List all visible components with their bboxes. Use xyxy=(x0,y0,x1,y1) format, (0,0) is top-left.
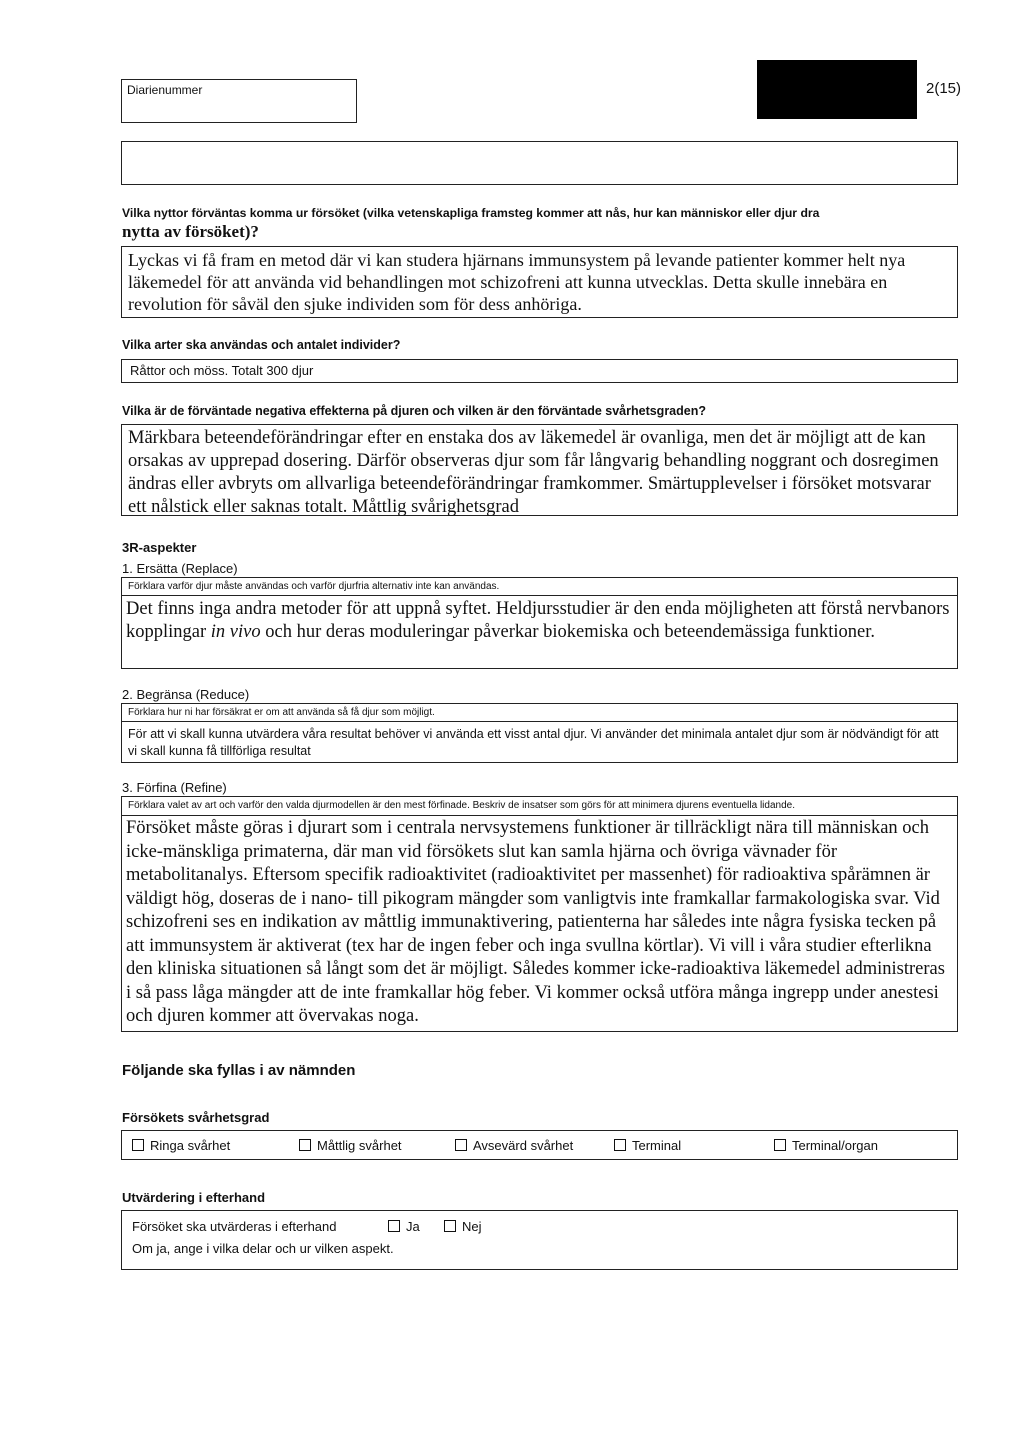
severity-option-terminal-organ[interactable]: Terminal/organ xyxy=(774,1138,878,1153)
benefit-question-line2: nytta av försöket)? xyxy=(122,222,259,241)
checkbox-icon xyxy=(132,1139,144,1151)
species-question: Vilka arter ska användas och antalet individer? xyxy=(122,338,401,352)
evaluation-heading: Utvärdering i efterhand xyxy=(122,1190,266,1205)
benefit-question xyxy=(122,206,962,242)
replace-answer-post: och hur deras moduleringar påverkar biokemiska och beteendemässiga funktioner. xyxy=(260,622,876,642)
page-number: 2(15) xyxy=(926,80,962,97)
checkbox-icon xyxy=(455,1139,467,1151)
empty-title-box[interactable] xyxy=(121,141,958,185)
severity-option-ringa[interactable]: Ringa svårhet xyxy=(132,1138,230,1153)
reduce-instruction: Förklara hur ni har försäkrat er om att använda så få djur som möjligt. xyxy=(122,704,957,722)
severity-heading: Försökets svårhetsgrad xyxy=(122,1110,270,1125)
refine-title: 3. Förfina (Refine) xyxy=(122,780,227,795)
refine-answer: Försöket måste göras i djurart som i centrala nervsystemens funktioner är tillräckligt nära till människan och icke-mänskliga primaterna, där man vid försökets slut kan samla hjärna och övriga vävnader för metabolitanalys. Eftersom specifik radioaktivitet (radioaktivitet per massenhet) för radioaktiva spårämnen är väldigt hög, doseras de i nano- till pikogram mängder som vanligtvis inte framkallar farmakologiska svar. Vid schizofreni ses en indikation av måttlig immunaktivering, patienterna har således inte några fysiska tecken på att immunsystem är aktiverat (tex har de ingen feber och inga svullna körtlar). Vi vill i våra studier efterlikna den kliniska situationen så långt som det är möjligt. Således kommer icke-radioaktiva läkemedel administreras i så pass låga mängder att de inte framkallar hög feber. Vi kommer också utföra många ingrepp under anestesi och djuren kommer att övervakas noga. xyxy=(126,818,945,1026)
checkbox-icon xyxy=(444,1220,456,1232)
severity-option-mattlig[interactable]: Måttlig svårhet xyxy=(299,1138,402,1153)
benefit-question-line1: Vilka nyttor förväntas komma ur försöket (vilka vetenskapliga framsteg kommer att nås, hur kan människor eller djur dra xyxy=(122,206,820,220)
replace-answer xyxy=(122,596,957,646)
species-answer[interactable]: Råttor och möss. Totalt 300 djur xyxy=(121,359,958,383)
benefit-answer[interactable]: Lyckas vi få fram en metod där vi kan studera hjärnans immunsystem på levande patienter kommer helt nya läkemedel för att använda vid behandlingen mot schizofreni att kunna utvecklas. Detta skulle innebära en revolution för såväl den sjuke individen som för dess anhöriga. xyxy=(121,246,958,318)
checkbox-icon xyxy=(299,1139,311,1151)
evaluation-followup: Om ja, ange i vilka delar och ur vilken aspekt. xyxy=(132,1241,394,1256)
replace-answer-italic: in vivo xyxy=(210,622,261,642)
refine-box[interactable] xyxy=(121,796,958,1032)
evaluation-question: Försöket ska utvärderas i efterhand xyxy=(132,1219,337,1234)
replace-box[interactable] xyxy=(121,577,958,669)
evaluation-no-option[interactable]: Nej xyxy=(444,1219,482,1234)
evaluation-box[interactable] xyxy=(121,1210,958,1270)
replace-title: 1. Ersätta (Replace) xyxy=(122,561,238,576)
checkbox-icon xyxy=(614,1139,626,1151)
diarienummer-label: Diarienummer xyxy=(127,83,203,97)
diarienummer-field[interactable] xyxy=(121,79,357,123)
severity-options-box xyxy=(121,1130,958,1160)
effects-answer[interactable]: Märkbara beteendeförändringar efter en enstaka dos av läkemedel är ovanliga, men det är möjligt att de kan orsakas av upprepad dosering. Därför observeras djur som får långvarig behandling noggrant och dosregimen ändras eller avbryts om allvarliga beteendeförändringar framkommer. Smärtupplevelser i försöket motsvarar ett nålstick eller saknas totalt. Måttlig svårighetsgrad xyxy=(121,424,958,516)
replace-instruction: Förklara varför djur måste användas och varför djurfria alternativ inte kan användas. xyxy=(122,578,957,596)
severity-option-avsevard[interactable]: Avsevärd svårhet xyxy=(455,1138,573,1153)
three-r-heading: 3R-aspekter xyxy=(122,540,197,555)
reduce-answer: För att vi skall kunna utvärdera våra resultat behöver vi använda ett visst antal djur. Vi använder det minimala antalet djur som är nödvändigt för att vi skall kunna få tillförliga resultat xyxy=(128,727,939,758)
replace-answer-pre: Det finns inga andra metoder för att uppnå syftet. Heldjursstudier är den enda möjligheten att förstå nervbanors kopplingar xyxy=(126,599,950,642)
redaction-block xyxy=(757,60,917,119)
refine-instruction: Förklara valet av art och varför den valda djurmodellen är den mest förfinade. Beskriv de insatser som görs för att minimera djurens eventuella lidande. xyxy=(122,797,957,816)
reduce-title: 2. Begränsa (Reduce) xyxy=(122,687,250,702)
reduce-box[interactable] xyxy=(121,703,958,763)
evaluation-yes-option[interactable]: Ja xyxy=(388,1219,420,1234)
checkbox-icon xyxy=(388,1220,400,1232)
checkbox-icon xyxy=(774,1139,786,1151)
severity-option-terminal[interactable]: Terminal xyxy=(614,1138,681,1153)
committee-heading: Följande ska fyllas i av nämnden xyxy=(122,1062,356,1079)
effects-question: Vilka är de förväntade negativa effekterna på djuren och vilken är den förväntade svårhetsgraden? xyxy=(122,404,706,418)
